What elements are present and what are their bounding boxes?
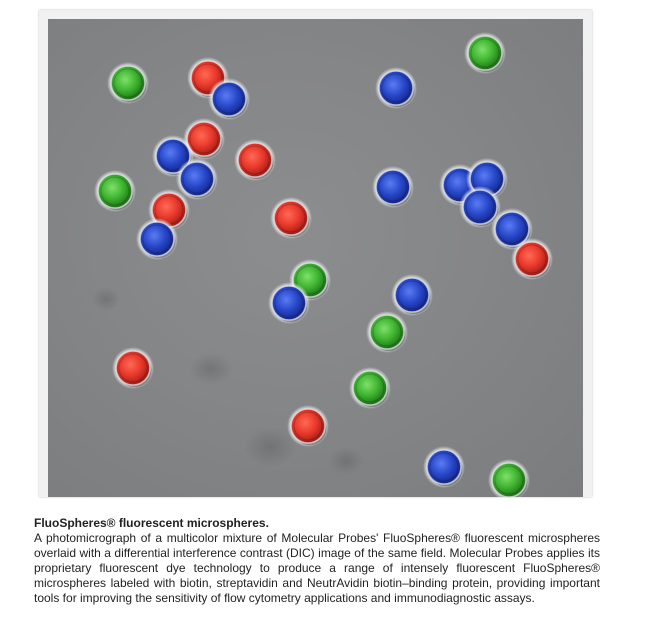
figure-frame <box>39 10 592 497</box>
caption-title: FluoSpheres® fluorescent microspheres. <box>34 516 269 530</box>
red-microsphere <box>287 405 329 447</box>
red-microsphere <box>270 197 312 239</box>
green-microsphere <box>349 367 391 409</box>
blue-microsphere <box>136 218 178 260</box>
blue-microsphere <box>423 446 465 488</box>
figure-caption <box>34 516 600 606</box>
debris-smudge <box>92 287 120 311</box>
red-microsphere <box>511 238 553 280</box>
microspheres <box>94 32 553 497</box>
blue-microsphere <box>391 274 433 316</box>
green-microsphere <box>488 459 530 497</box>
blue-microsphere <box>372 166 414 208</box>
microsphere-field <box>48 19 583 497</box>
blue-microsphere <box>268 282 310 324</box>
debris-smudge <box>244 427 296 467</box>
debris-smudge <box>328 447 364 475</box>
green-microsphere <box>464 32 506 74</box>
blue-microsphere <box>375 67 417 109</box>
green-microsphere <box>107 62 149 104</box>
debris-smudge <box>189 353 233 385</box>
red-microsphere <box>112 347 154 389</box>
green-microsphere <box>94 170 136 212</box>
green-microsphere <box>366 311 408 353</box>
blue-microsphere <box>176 158 218 200</box>
caption-body: A photomicrograph of a multicolor mixture of Molecular Probes' FluoSpheres® fluorescent microspheres overlaid with a differential interference contrast (DIC) image of the same field. Molecular Probes applies its proprietary fluorescent dye technology to produce a range of intensely fluorescent FluoSpheres® microspheres labeled with biotin, streptavidin and NeutrAvidin biotin–binding protein, providing important tools for improving the sensitivity of flow cytometry applications and immunodiagnostic assays. <box>34 531 600 605</box>
microsphere-photomicrograph <box>48 19 583 497</box>
blue-microsphere <box>208 78 250 120</box>
red-microsphere <box>234 139 276 181</box>
